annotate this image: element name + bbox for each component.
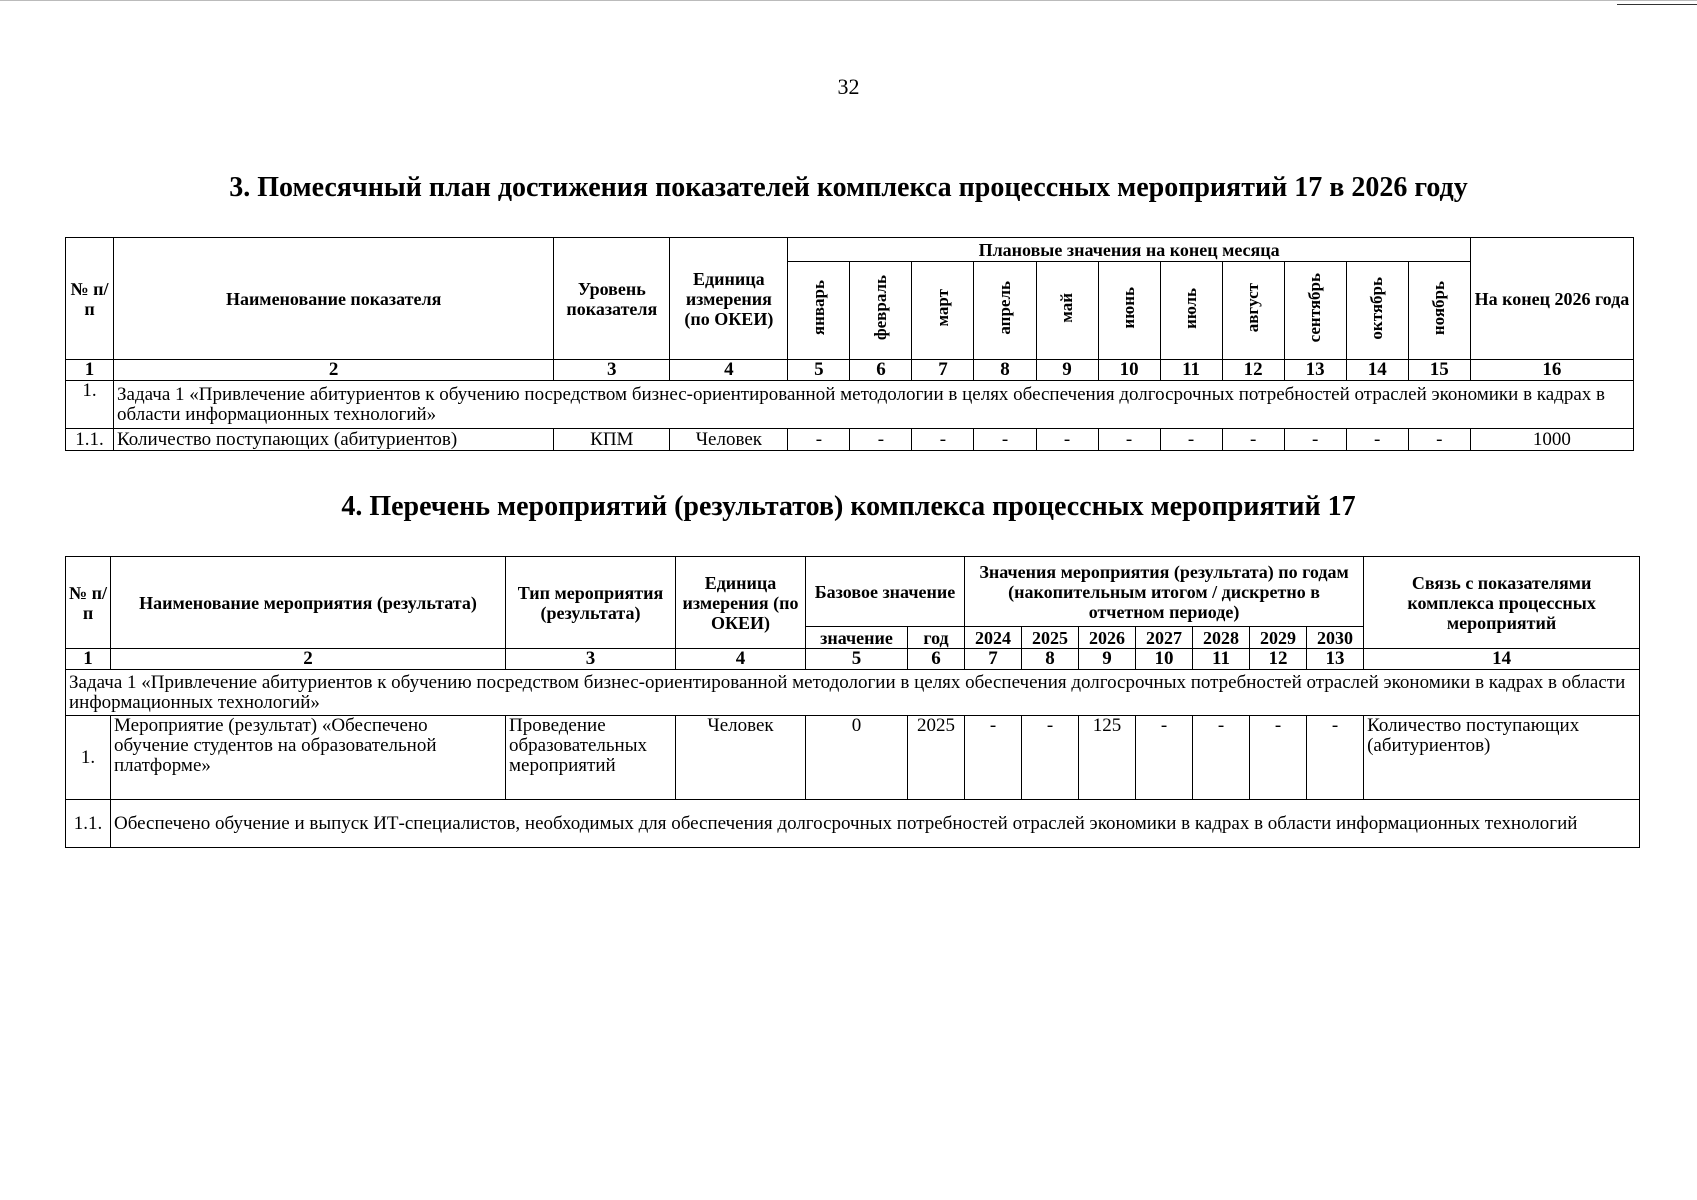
indicator-unit: Человек: [670, 429, 788, 451]
header-plan-group: Плановые значения на конец месяца: [788, 238, 1470, 262]
row-num: 1.: [66, 716, 111, 800]
year-value: -: [1250, 716, 1307, 800]
month-value: -: [1408, 429, 1470, 451]
col-number: 12: [1250, 649, 1307, 670]
month-sep: сентябрь: [1284, 262, 1346, 360]
col-number: 3: [554, 360, 670, 381]
base-value: 0: [806, 716, 908, 800]
month-value: -: [1222, 429, 1284, 451]
header-year: 2024: [965, 627, 1022, 649]
header-indicator-name: Наименование показателя: [114, 238, 554, 360]
month-value: -: [1160, 429, 1222, 451]
header-level: Уровень показателя: [554, 238, 670, 360]
col-number: 6: [908, 649, 965, 670]
month-aug: август: [1222, 262, 1284, 360]
year-value: -: [1022, 716, 1079, 800]
col-number: 6: [850, 360, 912, 381]
month-feb: февраль: [850, 262, 912, 360]
header-year: 2030: [1307, 627, 1364, 649]
month-apr: апрель: [974, 262, 1036, 360]
col-number: 13: [1307, 649, 1364, 670]
col-number: 13: [1284, 360, 1346, 381]
monthly-plan-table: [65, 237, 1634, 451]
col-number: 7: [912, 360, 974, 381]
header-end-of-year: На конец 2026 года: [1470, 238, 1633, 360]
col-number: 7: [965, 649, 1022, 670]
measure-name: Мероприятие (результат) «Обеспечено обучение студентов на образовательной платформе»: [111, 716, 506, 800]
header-year: 2025: [1022, 627, 1079, 649]
col-number: 10: [1098, 360, 1160, 381]
col-number: 9: [1036, 360, 1098, 381]
indicator-name: Количество поступающих (абитуриентов): [114, 429, 554, 451]
col-number: 16: [1470, 360, 1633, 381]
task-num: 1.: [66, 381, 114, 429]
month-value: -: [974, 429, 1036, 451]
header-measure-name: Наименование мероприятия (результата): [111, 557, 506, 649]
year-value: -: [1136, 716, 1193, 800]
month-may: май: [1036, 262, 1098, 360]
header-year: 2027: [1136, 627, 1193, 649]
table3-title: 3. Помесячный план достижения показателей комплекса процессных мероприятий 17 в 2026 году: [229, 172, 1468, 203]
year-value: -: [1307, 716, 1364, 800]
header-base-year: год: [908, 627, 965, 649]
col-number: 4: [670, 360, 788, 381]
col-number: 5: [806, 649, 908, 670]
month-jun: июнь: [1098, 262, 1160, 360]
page-top-edge: [0, 0, 1697, 1]
col-number: 11: [1160, 360, 1222, 381]
year-value: -: [965, 716, 1022, 800]
base-year: 2025: [908, 716, 965, 800]
col-number: 3: [506, 649, 676, 670]
month-value: -: [912, 429, 974, 451]
header-unit: Единица измерения (по ОКЕИ): [670, 238, 788, 360]
month-oct: октябрь: [1346, 262, 1408, 360]
header-year: 2029: [1250, 627, 1307, 649]
header-num: № п/п: [66, 557, 111, 649]
col-number: 2: [111, 649, 506, 670]
indicator-level: КПМ: [554, 429, 670, 451]
row-num: 1.1.: [66, 429, 114, 451]
measure-unit: Человек: [676, 716, 806, 800]
header-base-value: значение: [806, 627, 908, 649]
measures-table: [65, 556, 1640, 848]
year-value: -: [1193, 716, 1250, 800]
header-year: 2026: [1079, 627, 1136, 649]
col-number: 12: [1222, 360, 1284, 381]
month-jan: январь: [788, 262, 850, 360]
month-value: -: [1346, 429, 1408, 451]
col-number: 1: [66, 360, 114, 381]
month-nov: ноябрь: [1408, 262, 1470, 360]
page-corner-mark: [1617, 0, 1697, 5]
col-number: 15: [1408, 360, 1470, 381]
table4-title: 4. Перечень мероприятий (результатов) комплекса процессных мероприятий 17: [341, 491, 1356, 522]
header-link: Связь с показателями комплекса процессных мероприятий: [1364, 557, 1640, 649]
col-number: 14: [1364, 649, 1640, 670]
page-number: 32: [837, 74, 860, 99]
col-number: 10: [1136, 649, 1193, 670]
year-value: 125: [1079, 716, 1136, 800]
header-years-group: Значения мероприятия (результата) по годам (накопительным итогом / дискретно в отчетном периоде): [965, 557, 1364, 627]
month-jul: июль: [1160, 262, 1222, 360]
measure-type: Проведение образовательных мероприятий: [506, 716, 676, 800]
month-value: -: [1098, 429, 1160, 451]
header-year: 2028: [1193, 627, 1250, 649]
month-value: -: [850, 429, 912, 451]
col-number: 2: [114, 360, 554, 381]
header-base: Базовое значение: [806, 557, 965, 627]
col-number: 1: [66, 649, 111, 670]
month-value: -: [1036, 429, 1098, 451]
col-number: 14: [1346, 360, 1408, 381]
end-of-year-value: 1000: [1470, 429, 1633, 451]
col-number: 9: [1079, 649, 1136, 670]
col-number: 5: [788, 360, 850, 381]
month-value: -: [1284, 429, 1346, 451]
task-description: Задача 1 «Привлечение абитуриентов к обучению посредством бизнес-ориентированной методологии в целях обеспечения долгосрочных потребностей отраслей экономики в кадрах в области информационных технологий»: [66, 670, 1640, 716]
header-num: № п/п: [66, 238, 114, 360]
result-description: Обеспечено обучение и выпуск ИТ-специалистов, необходимых для обеспечения долгосрочных потребностей отраслей экономики в кадрах в области информационных технологий: [111, 800, 1640, 848]
header-measure-type: Тип мероприятия (результата): [506, 557, 676, 649]
month-value: -: [788, 429, 850, 451]
col-number: 11: [1193, 649, 1250, 670]
month-mar: март: [912, 262, 974, 360]
linked-indicator: Количество поступающих (абитуриентов): [1364, 716, 1640, 800]
col-number: 8: [974, 360, 1036, 381]
row-num: 1.1.: [66, 800, 111, 848]
col-number: 4: [676, 649, 806, 670]
header-unit: Единица измерения (по ОКЕИ): [676, 557, 806, 649]
col-number: 8: [1022, 649, 1079, 670]
task-description: Задача 1 «Привлечение абитуриентов к обучению посредством бизнес-ориентированной методологии в целях обеспечения долгосрочных потребностей отраслей экономики в кадрах в области информационных технологий»: [114, 381, 1634, 429]
